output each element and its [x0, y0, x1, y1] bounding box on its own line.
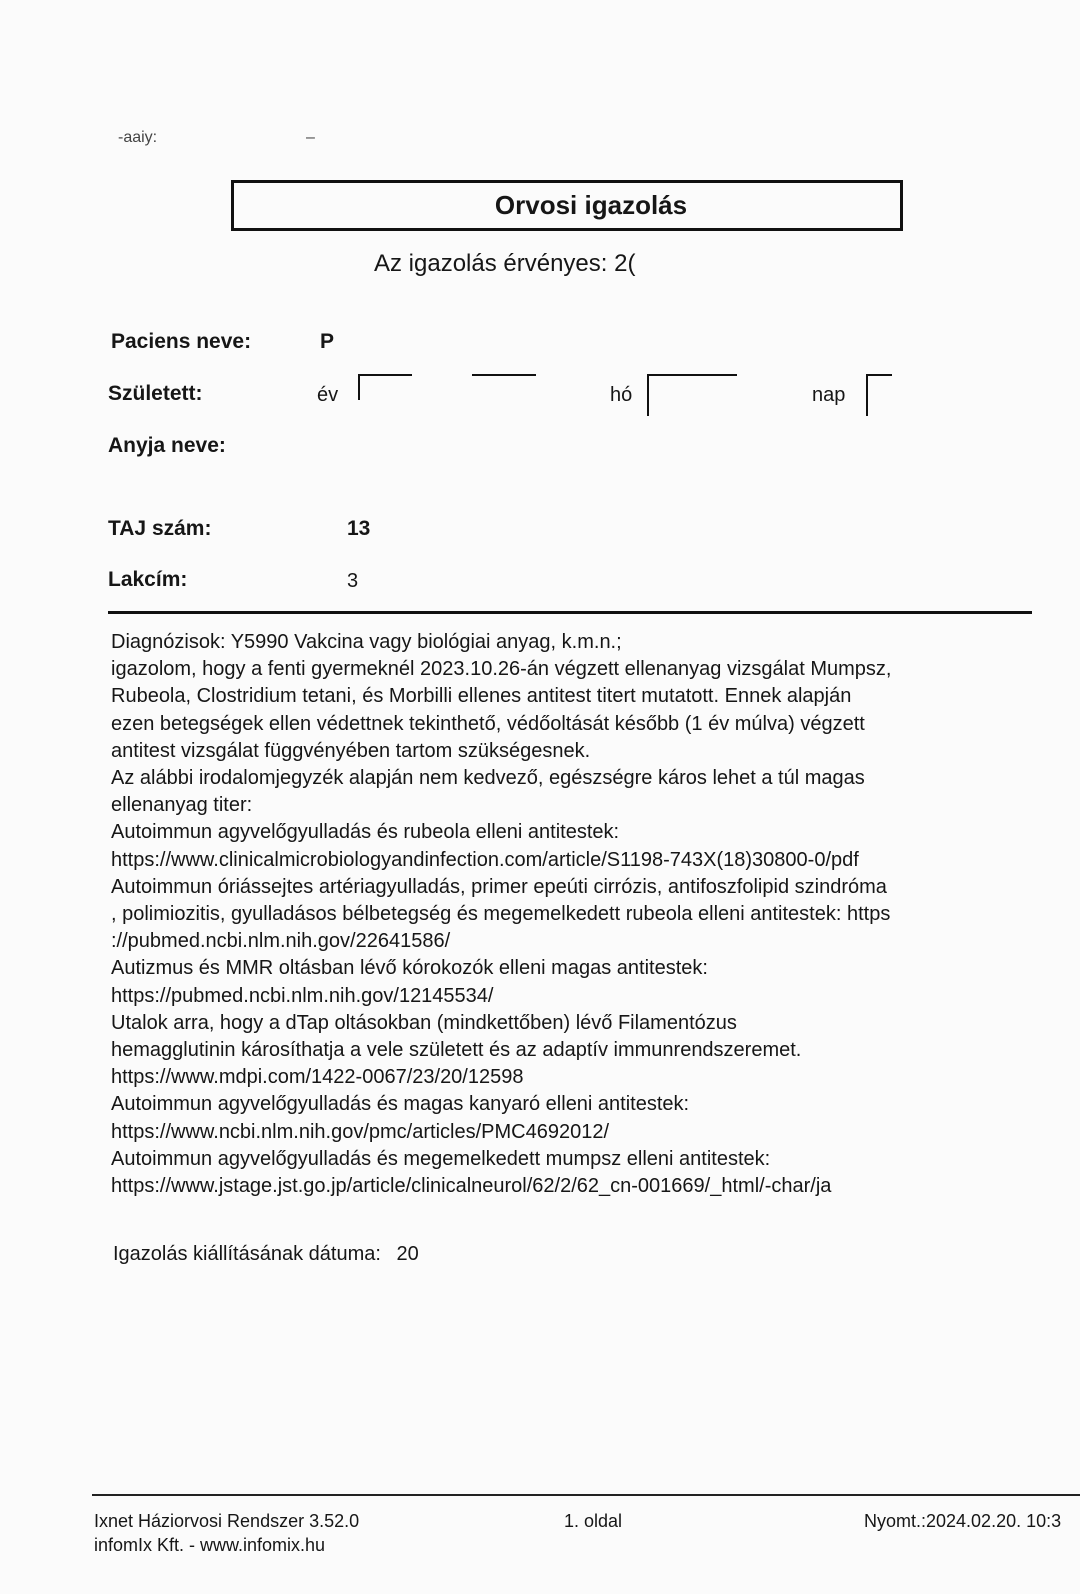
- body-line: Autoimmun agyvelőgyulladás és megemelkedett mumpsz elleni antitestek:: [111, 1147, 771, 1170]
- issue-date-value: 20: [396, 1243, 419, 1265]
- document-title: Orvosi igazolás: [494, 190, 688, 220]
- day-box: [866, 374, 892, 416]
- reference-link: https://www.jstage.jst.go.jp/article/clinicalneurol/62/2/62_cn-001669/_html/-char/ja: [111, 1175, 832, 1198]
- reference-link: https://www.clinicalmicrobiologyandinfection.com/article/S1198-743X(18)30800-0/pdf: [111, 848, 859, 871]
- validity-text: Az igazolás érvényes: 2(: [374, 250, 636, 277]
- title-box: [231, 180, 903, 231]
- body-line: Az alábbi irodalomjegyzék alapján nem kedvező, egészségre káros lehet a túl magas: [111, 767, 865, 790]
- year-box: [358, 374, 412, 400]
- body-line: Utalok arra, hogy a dTap oltásokban (mindkettőben) lévő Filamentózus: [111, 1011, 737, 1034]
- mother-name-label: Anyja neve:: [108, 434, 226, 457]
- footer-system: Ixnet Háziorvosi Rendszer 3.52.0: [94, 1511, 360, 1531]
- day-label: nap: [812, 384, 846, 406]
- body-line: , polimiozitis, gyulladásos bélbetegség és megemelkedett rubeola elleni antitestek: https: [111, 903, 891, 926]
- body-line: ezen betegségek ellen védettnek tekinthető, védőoltását később (1 év múlva) végzett: [111, 712, 865, 735]
- born-label: Született:: [108, 382, 203, 405]
- body-line: hemagglutinin károsíthatja a vele született és az adaptív immunrendszeremet.: [111, 1039, 802, 1062]
- footer-print-date: Nyomt.:2024.02.20. 10:3: [864, 1511, 1062, 1531]
- body-line: ellenanyag titer:: [111, 794, 253, 817]
- body-line: Autizmus és MMR oltásban lévő kórokozók elleni magas antitestek:: [111, 957, 708, 980]
- month-box: [647, 374, 737, 416]
- address-value: 3: [347, 570, 359, 592]
- patient-name-value: P: [320, 330, 335, 353]
- issue-date-label: Igazolás kiállításának dátuma:: [113, 1243, 381, 1265]
- body-line: Diagnózisok: Y5990 Vakcina vagy biológiai anyag, k.m.n.;: [111, 631, 622, 653]
- header-fragment: -aaiy:: [118, 129, 158, 146]
- footer-divider: [92, 1494, 1080, 1496]
- month-label: hó: [610, 384, 633, 406]
- patient-name-label: Paciens neve:: [111, 330, 252, 353]
- address-label: Lakcím:: [108, 568, 188, 591]
- footer-company: infomIx Kft. - www.infomix.hu: [94, 1535, 326, 1555]
- section-divider: [108, 611, 1032, 614]
- body-line: Autoimmun agyvelőgyulladás és magas kanyaró elleni antitestek:: [111, 1093, 690, 1116]
- taj-value: 13: [347, 517, 371, 540]
- body-line: igazolom, hogy a fenti gyermeknél 2023.10.26-án végzett ellenanyag vizsgálat Mumpsz,: [111, 658, 892, 681]
- reference-link: https://www.mdpi.com/1422-0067/23/20/12598: [111, 1066, 524, 1089]
- body-line: Autoimmun agyvelőgyulladás és rubeola elleni antitestek:: [111, 821, 620, 844]
- footer-page-number: 1. oldal: [564, 1511, 623, 1531]
- body-line: antitest vizsgálat függvényében tartom szükségesnek.: [111, 739, 591, 762]
- header-fragment-2: –: [306, 129, 315, 146]
- reference-link: https://pubmed.ncbi.nlm.nih.gov/12145534/: [111, 984, 494, 1007]
- certificate-body: [111, 629, 1031, 1200]
- reference-link: https://www.ncbi.nlm.nih.gov/pmc/articles/PMC4692012/: [111, 1120, 609, 1143]
- body-line: Rubeola, Clostridium tetani, és Morbilli ellenes antitest titert mutatott. Ennek alapján: [111, 685, 852, 708]
- reference-link: ://pubmed.ncbi.nlm.nih.gov/22641586/: [111, 930, 451, 953]
- issue-date-row: [113, 1243, 419, 1266]
- taj-label: TAJ szám:: [108, 517, 212, 540]
- year-box-2: [472, 374, 536, 380]
- body-line: Autoimmun óriássejtes artériagyulladás, primer epeúti cirrózis, antifoszfolipid szindróma: [111, 875, 887, 898]
- year-label: év: [317, 384, 339, 406]
